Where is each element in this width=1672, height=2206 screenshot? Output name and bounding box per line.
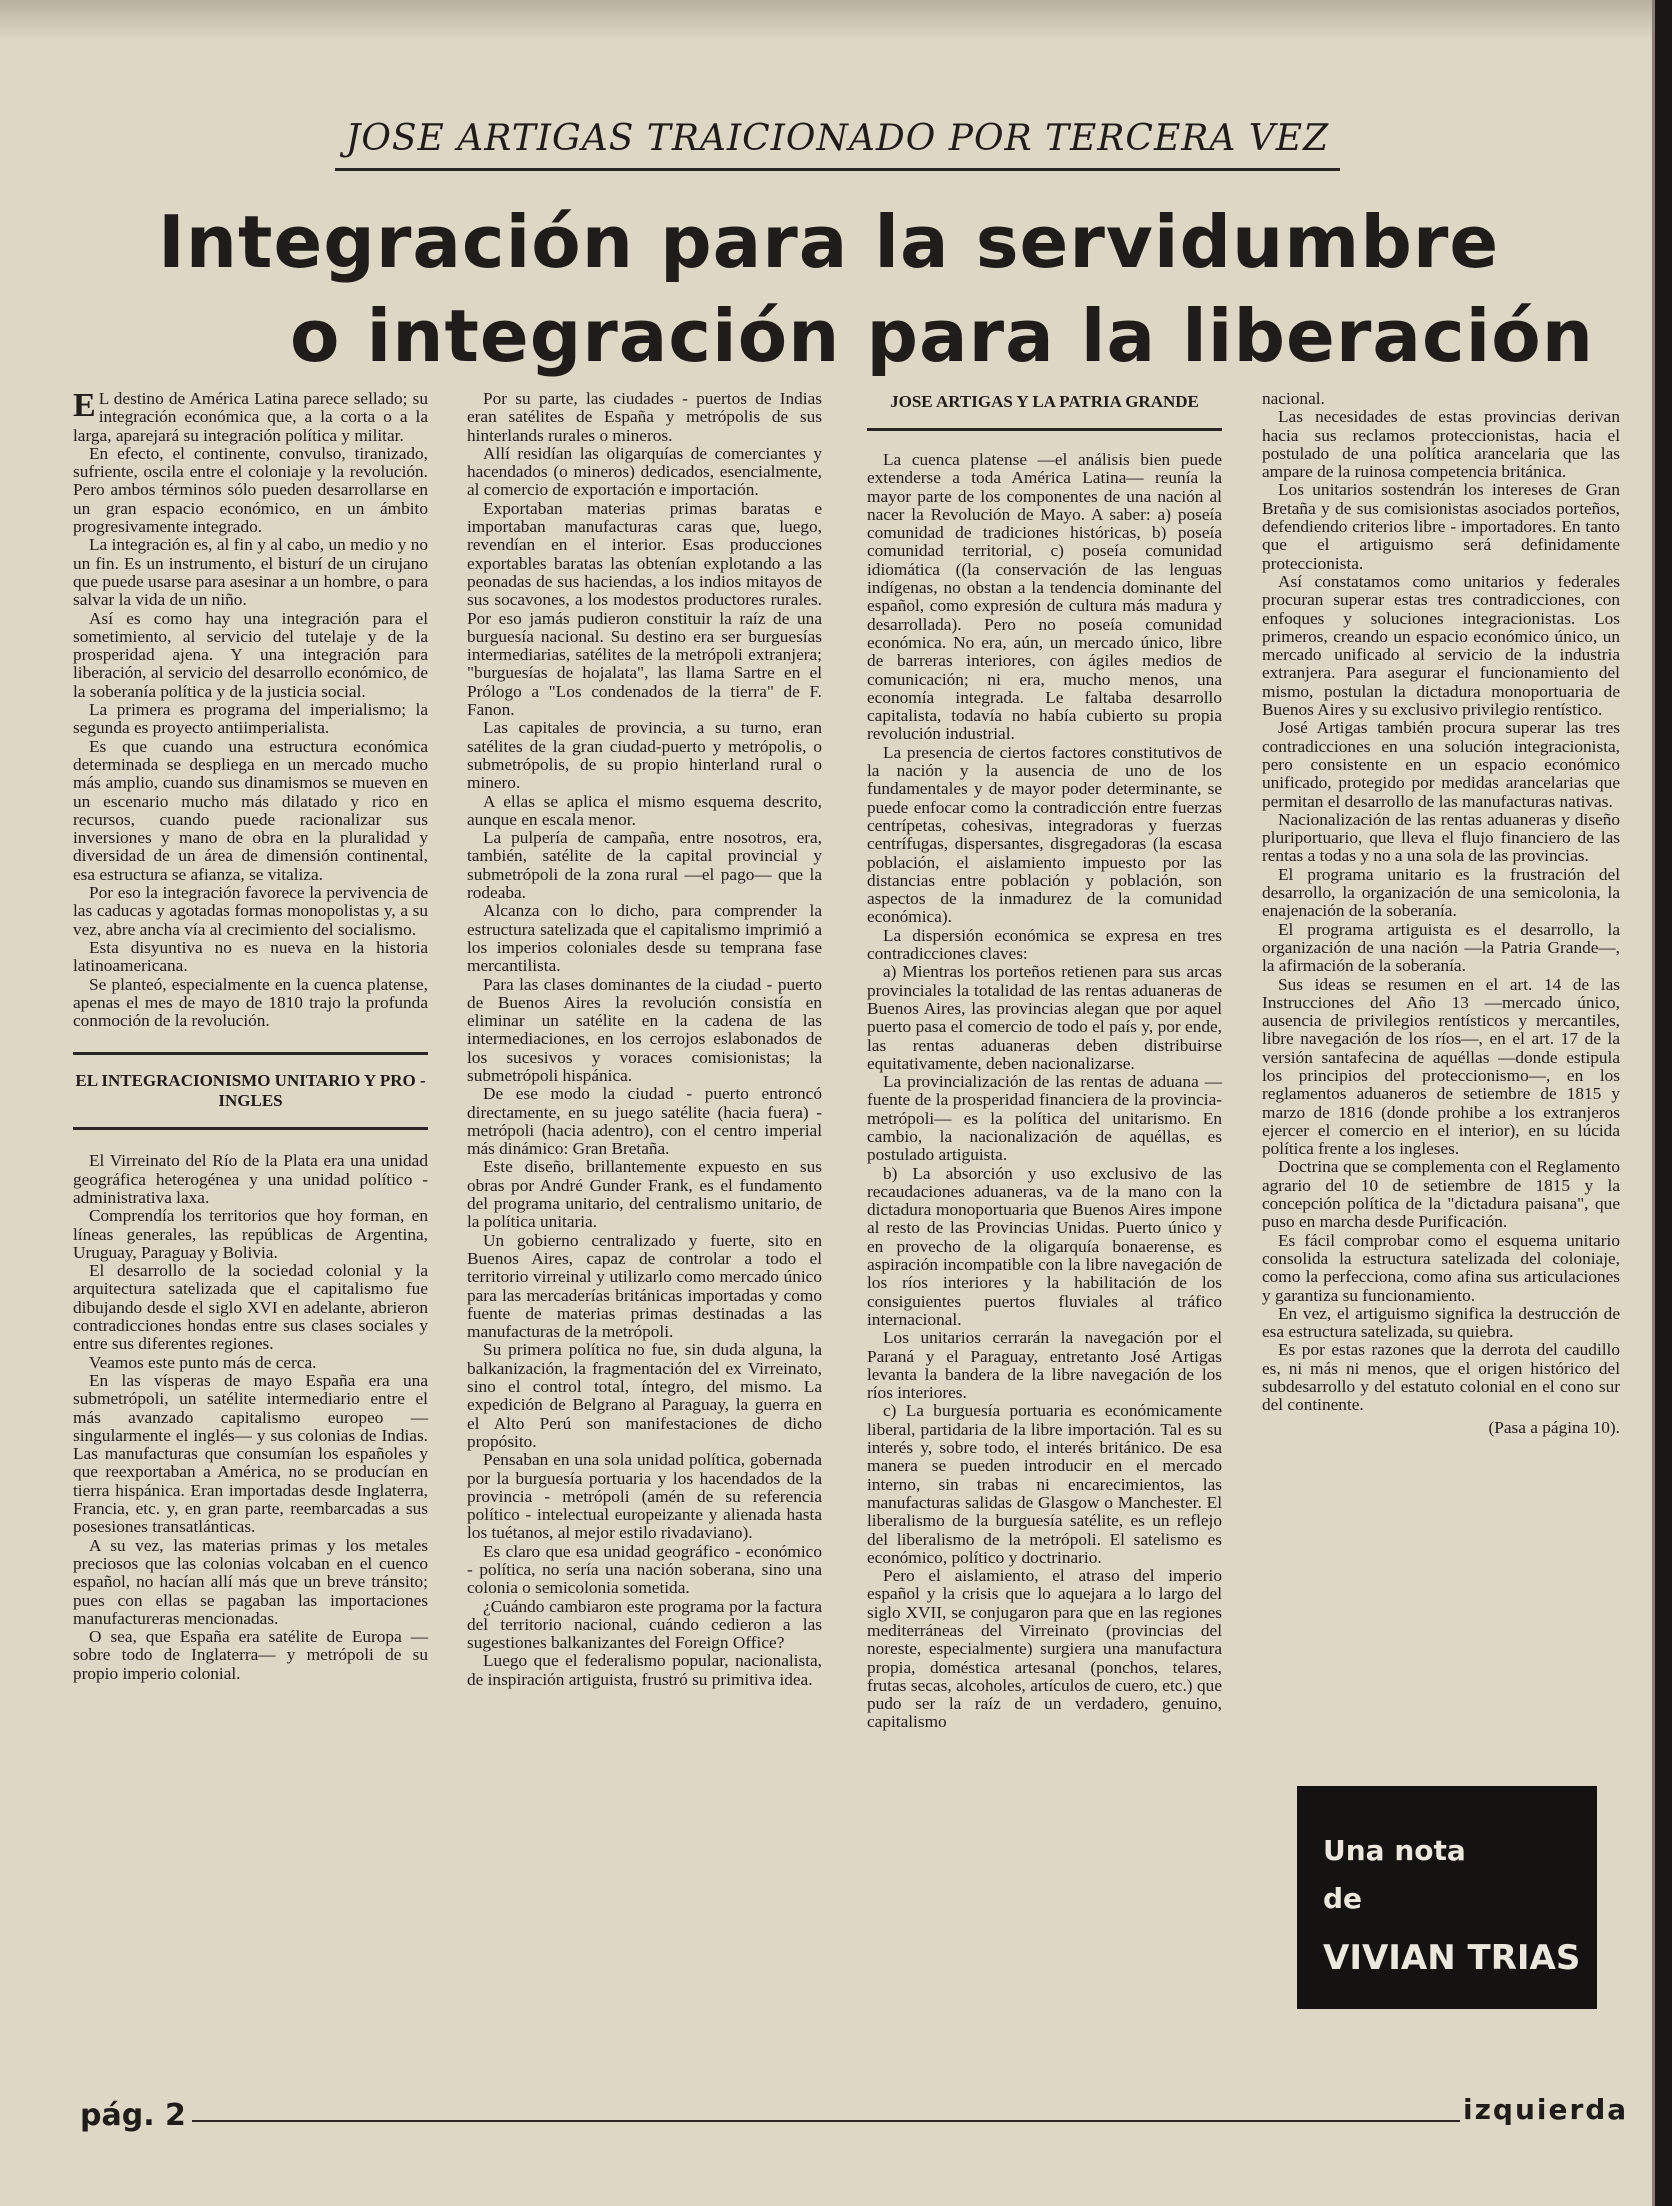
paragraph: Para las clases dominantes de la ciudad - puerto de Buenos Aires la revolución consistía en eliminar un satélite en la cadena de las intermediaciones, en los cerrojos eslabonados de los sucesivos y voraces comisionistas; la submetrópoli hispánica.: [467, 974, 822, 1085]
paragraph: Las necesidades de estas provincias derivan hacia sus reclamos proteccionistas, hacia el postulado de una política arancelaria que las ampare de la ruinosa competencia británica.: [1262, 407, 1620, 482]
paragraph: La pulpería de campaña, entre nosotros, era, también, satélite de la capital provincial y submetrópoli de la zona rural —el pago— que la rodeaba.: [467, 828, 822, 903]
footer-rule: [190, 2120, 1460, 2122]
paragraph: Es por estas razones que la derrota del caudillo es, ni más ni menos, que el origen histórico del subdesarrollo y del estatuto colonial en el cono sur del continente.: [1262, 1340, 1620, 1415]
paragraph: Este diseño, brillantemente expuesto en sus obras por André Gunder Frank, es el fundamento del programa unitario, del centralismo unitario, de la política unitaria.: [467, 1157, 822, 1232]
paragraph: c) La burguesía portuaria es económicamente liberal, partidaria de la libre importación. Tal es su interés y, sobre todo, el interés británico. De esa manera se pueden introducir en el mercado interno, sin trabas ni encarecimientos, las manufacturas salidas de Glasgow o Manchester. El liberalismo de la burguesía satélite, es un reflejo del liberalismo de la metrópoli. El satelismo es económico, político y doctrinario.: [867, 1401, 1222, 1567]
author-box-line-1: Una nota: [1323, 1834, 1466, 1867]
paragraph: La dispersión económica se expresa en tres contradicciones claves:: [867, 925, 1222, 964]
paragraph: En efecto, el continente, convulso, tiranizado, sufriente, oscila entre el coloniaje y la revolución. Pero ambos términos sólo pueden desarrollarse en un gran espacio económico, en un ámbito progresivamente integrado.: [73, 443, 428, 537]
paragraph: E L destino de América Latina parece sellado; su integración económica que, a la corta o a la larga, aparejará su integración política y militar.: [73, 387, 428, 445]
paragraph: Por su parte, las ciudades - puertos de Indias eran satélites de España y metrópolis de sus hinterlands rurales o mineros.: [467, 389, 822, 445]
article-column-1: [73, 387, 428, 1683]
paragraph: Es que cuando una estructura económica determinada se despliega en un mercado mucho más amplio, cuando sus dinamismos se mueven en un escenario mucho más dilatado y rico en recursos, cuando puede racionalizar sus inversiones y mano de obra en la pluralidad y diversidad de un área de dimensión continental, esa estructura se afianza, se vitaliza.: [73, 736, 428, 884]
headline-line-2: o integración para la liberación: [290, 294, 1595, 378]
paragraph: Pero el aislamiento, el atraso del imperio español y la crisis que lo aquejara a lo largo del siglo XVII, se conjugaron para que en las regiones mediterráneas del Virreinato (provincias del noreste, especialmente) surgiera una manufactura propia, doméstica artesanal (ponchos, telares, frutas secas, alcoholes, artículos de cuero, etc.) que pudo ser la raíz de un verdadero, genuino, capitalismo: [867, 1566, 1222, 1732]
publication-name: izquierda: [1463, 2093, 1629, 2126]
paragraph: nacional.: [1262, 389, 1325, 408]
kicker-rule: [335, 168, 1340, 171]
continued-note: (Pasa a página 10).: [1488, 1417, 1620, 1437]
paragraph: Comprendía los territorios que hoy forman, en líneas generales, las repúblicas de Argentina, Uruguay, Paraguay y Bolivia.: [73, 1206, 428, 1262]
paragraph: Su primera política no fue, sin duda alguna, la balkanización, la fragmentación del ex Virreinato, sino el control total, íntegro, del mismo. La expedición de Belgrano al Paraguay, la guerra en el Alto Perú son manifestaciones de dicho propósito.: [467, 1340, 822, 1451]
paragraph: La primera es programa del imperialismo; la segunda es proyecto antiimperialista.: [73, 700, 428, 738]
paragraph: La presencia de ciertos factores constitutivos de la nación y la ausencia de uno de los fundamentales y de mayor poder determinante, se puede enfocar como la contradicción entre fuerzas centrípetas, cohesivas, integradoras y fuerzas centrífugas, dispersantes, disgregadoras (la escasa población, el aislamiento impuesto por las distancias entre población y población, son aspectos de la inmadurez de la comunidad económica).: [867, 742, 1222, 927]
paragraph: La cuenca platense —el análisis bien puede extenderse a toda América Latina— reunía la mayor parte de los componentes de una nación al nacer la Revolución de Mayo. A saber: a) poseía comunidad de tradiciones históricas, b) poseía comunidad territorial, c) poseía comunidad idiomática ((la conservación de las lenguas indígenas, no obstan a la tendencia dominante del español, como expresión de cultura más madura y desarrollada). Pero no poseía comunidad económica. No era, aún, un mercado único, libre de barreras interiores, con ágiles medios de comunicación; ni era, mucho menos, una economía integrada. Le faltaba desarrollo capitalista, todavía no había cubierto su propia revolución industrial.: [867, 450, 1222, 744]
paragraph: Exportaban materias primas baratas e importaban manufacturas caras que, luego, revendían en el interior. Esas producciones exportables baratas las obtenían explotando a las peonadas de sus haciendas, a los indios mitayos de sus socavones, a los modestos productores rurales. Por eso jamás pudieron constituir la raíz de una burguesía nacional. Su destino era ser burguesías intermediarias, satélites de la metrópoli extranjera; "burguesías de hojalata", las llama Sartre en el Prólogo a "Los condenados de la tierra" de F. Fanon.: [467, 498, 822, 720]
paragraph: a) Mientras los porteños retienen para sus arcas provinciales la totalidad de las rentas aduaneras de Buenos Aires, las provincias alegan que por aquel puerto pasa el comercio de todo el país y, por ende, las rentas aduaneras deben distribuirse equitativamente, deben nacionalizarse.: [867, 962, 1222, 1073]
paragraph: b) La absorción y uso exclusivo de las recaudaciones aduaneras, va de la mano con la dictadura monoportuaria que Buenos Aires impone al resto de las Provincias Unidas. Puerto único y en provecho de la oligarquía bonaerense, es aspiración incompatible con la libre navegación de los ríos interiores y la habilitación de los consiguientes puertos fluviales al tráfico internacional.: [867, 1163, 1222, 1329]
page-number: pág. 2: [80, 2098, 192, 2133]
article-column-3: [867, 390, 1222, 1732]
paragraph: Luego que el federalismo popular, nacionalista, de inspiración artiguista, frustró su primitiva idea.: [467, 1651, 822, 1689]
paragraph: Un gobierno centralizado y fuerte, sito en Buenos Aires, capaz de controlar a todo el territorio virreinal y utilizarlo como mercado único para las mercaderías británicas importadas y como fuente de materias primas destinadas a las manufacturas de la metrópoli.: [467, 1230, 822, 1342]
paragraph: Pensaban en una sola unidad política, gobernada por la burguesía portuaria y los hacendados de la provincia - metrópoli (amén de su referencia político - intelectual europeizante y alienada hasta los tuétanos, al mejor estilo rivadaviano).: [467, 1450, 822, 1543]
paragraph: José Artigas también procura superar las tres contradicciones en una solución integracionista, pero consistente en un espacio económico unificado, protegido por medidas arancelarias que permitan el desarrollo de las manufacturas nativas.: [1262, 718, 1620, 811]
paragraph: En vez, el artiguismo significa la destrucción de esa estructura satelizada, su quiebra.: [1262, 1303, 1620, 1342]
paragraph: Se planteó, especialmente en la cuenca platense, apenas el mes de mayo de 1810 trajo la profunda conmoción de la revolución.: [73, 974, 428, 1031]
paragraph: Así constatamos como unitarios y federales procuran superar estas tres contradicciones, con enfoques y soluciones integracionistas. Los primeros, creando un espacio económico único, un mercado unificado al servicio de la industria extranjera. Para asegurar el funcionamiento del mismo, postulan la dictadura monoportuaria de Buenos Aires y su exclusivo privilegio rentístico.: [1262, 571, 1620, 720]
author-box-line-2: de: [1323, 1882, 1363, 1915]
paragraph: De ese modo la ciudad - puerto entroncó directamente, en su juego satélite (hacia fuera) - metrópoli (hacia adentro), con el centro imperial más dinámico: Gran Bretaña.: [467, 1084, 822, 1159]
paragraph: El Virreinato del Río de la Plata era una unidad geográfica heterogénea y una unidad político - administrativa laxa.: [73, 1151, 428, 1207]
paragraph: O sea, que España era satélite de Europa —sobre todo de Inglaterra— y metrópoli de su propio imperio colonial.: [73, 1627, 428, 1683]
paragraph: Esta disyuntiva no es nueva en la historia latinoamericana.: [73, 937, 428, 976]
article-column-2: [467, 390, 822, 1689]
headline-line-1: Integración para la servidumbre: [158, 200, 1500, 284]
paragraph: Allí residían las oligarquías de comerciantes y hacendados (o mineros) dedicados, esencialmente, al comercio de exportación e importación.: [467, 443, 822, 500]
paragraph: Sus ideas se resumen en el art. 14 de las Instrucciones del Año 13 —mercado único, ausencia de privilegios rentísticos y mercantiles, libre navegación de los ríos—, en el art. 17 de la versión santafecina de aquéllas —donde estipula los principios del proteccionismo—, en los reglamentos aduaneros de setiembre de 1815 y marzo de 1816 (donde prohibe a los extranjeros ejercer el comercio en el interior), en su lúcida política frente a los ingleses.: [1262, 974, 1620, 1159]
paragraph: El programa artiguista es el desarrollo, la organización de una nación —la Patria Grande—, la afirmación de la soberanía.: [1262, 919, 1620, 976]
author-name: VIVIAN TRIAS: [1323, 1938, 1581, 1978]
paragraph: Alcanza con lo dicho, para comprender la estructura satelizada que el capitalismo imprimió a los imperios coloniales desde su temprana fase mercantilista.: [467, 901, 822, 976]
paragraph: En las vísperas de mayo España era una submetrópoli, un satélite intermediario entre el más avanzado capitalismo europeo —singularmente el inglés— y sus colonias de Indias. Las manufacturas que consumían los españoles y que reexportaban a América, no se producían en tierra hispánica. Eran importadas desde Inglaterra, Francia, etc. y, en gran parte, reembarcadas a sus posesiones transatlánticas.: [73, 1370, 428, 1537]
drop-cap: E: [73, 387, 96, 424]
paragraph: Nacionalización de las rentas aduaneras y diseño pluriportuario, que lleva el flujo financiero de las rentas a todas y no a una sola de las provincias.: [1262, 809, 1620, 866]
paragraph: A su vez, las materias primas y los metales preciosos que las colonias volcaban en el cuenco español, no hacían allí más que un breve tránsito; pues con ellas se pagaban las importaciones manufactureras mencionadas.: [73, 1535, 428, 1628]
paragraph: Los unitarios cerrarán la navegación por el Paraná y el Paraguay, entretanto José Artigas levanta la bandera de la libre navegación de los ríos interiores.: [867, 1328, 1222, 1403]
section-subhead: EL INTEGRACIONISMO UNITARIO Y PRO - INGLES: [73, 1052, 428, 1130]
author-box: [1297, 1786, 1597, 2009]
paragraph: Veamos este punto más de cerca.: [89, 1352, 317, 1372]
paragraph: Doctrina que se complementa con el Reglamento agrario del 10 de setiembre de 1815 y la concepción política de la "dictadura paisana", que puso en marcha desde Purificación.: [1262, 1157, 1620, 1232]
paragraph: La provincialización de las rentas de aduana —fuente de la prosperidad financiera de la provincia-metrópoli— es la política del unitarismo. En cambio, la nacionalización de aquéllas, es postulado artiguista.: [867, 1072, 1222, 1165]
section-subhead: JOSE ARTIGAS Y LA PATRIA GRANDE: [867, 390, 1222, 431]
paragraph: Así es como hay una integración para el sometimiento, al servicio del tutelaje y de la prosperidad ajena. Y una integración para liberación, al servicio del desarrollo económico, de la soberanía política y de la justicia social.: [73, 608, 428, 701]
paragraph: ¿Cuándo cambiaron este programa por la factura del territorio nacional, cuándo cedieron a las sugestiones balkanizantes del Foreign Office?: [467, 1596, 822, 1653]
paragraph: Es claro que esa unidad geográfico - económico - política, no sería una nación soberana, sino una colonia o semicolonia sometida.: [467, 1541, 822, 1598]
kicker-title: JOSE ARTIGAS TRAICIONADO POR TERCERA VEZ: [345, 118, 1330, 159]
paragraph: A ellas se aplica el mismo esquema descrito, aunque en escala menor.: [467, 791, 822, 829]
paragraph: El desarrollo de la sociedad colonial y la arquitectura satelizada que el capitalismo fue dibujando desde el siglo XVI en adelante, abrieron contradicciones hondas entre sus clases sociales y entre sus diferentes regiones.: [73, 1261, 428, 1354]
paragraph: El programa unitario es la frustración del desarrollo, la organización de una semicolonia, la enajenación de la soberanía.: [1262, 864, 1620, 921]
paragraph: Es fácil comprobar como el esquema unitario consolida la estructura satelizada del coloniaje, como la perfecciona, como afina sus articulaciones y garantiza su funcionamiento.: [1262, 1230, 1620, 1305]
paragraph: La integración es, al fin y al cabo, un medio y no un fin. Es un instrumento, el bisturí de un cirujano que puede usarse para asesinar a un hombre, o para salvar la vida de un niño.: [73, 535, 428, 610]
paragraph: Por eso la integración favorece la pervivencia de las caducas y agotadas formas monopolistas y, a su vez, abre ancha vía al crecimiento del socialismo.: [73, 883, 428, 939]
paragraph: Los unitarios sostendrán los intereses de Gran Bretaña y de sus comisionistas asociados porteños, defendiendo criterios libre - importadores. En tanto que el artiguismo será definidamente proteccionista.: [1262, 480, 1620, 573]
article-column-4: [1262, 390, 1620, 1437]
paragraph: Las capitales de provincia, a su turno, eran satélites de la gran ciudad-puerto y metrópolis, o submetrópolis, de su propio hinterland rural o minero.: [467, 718, 822, 793]
